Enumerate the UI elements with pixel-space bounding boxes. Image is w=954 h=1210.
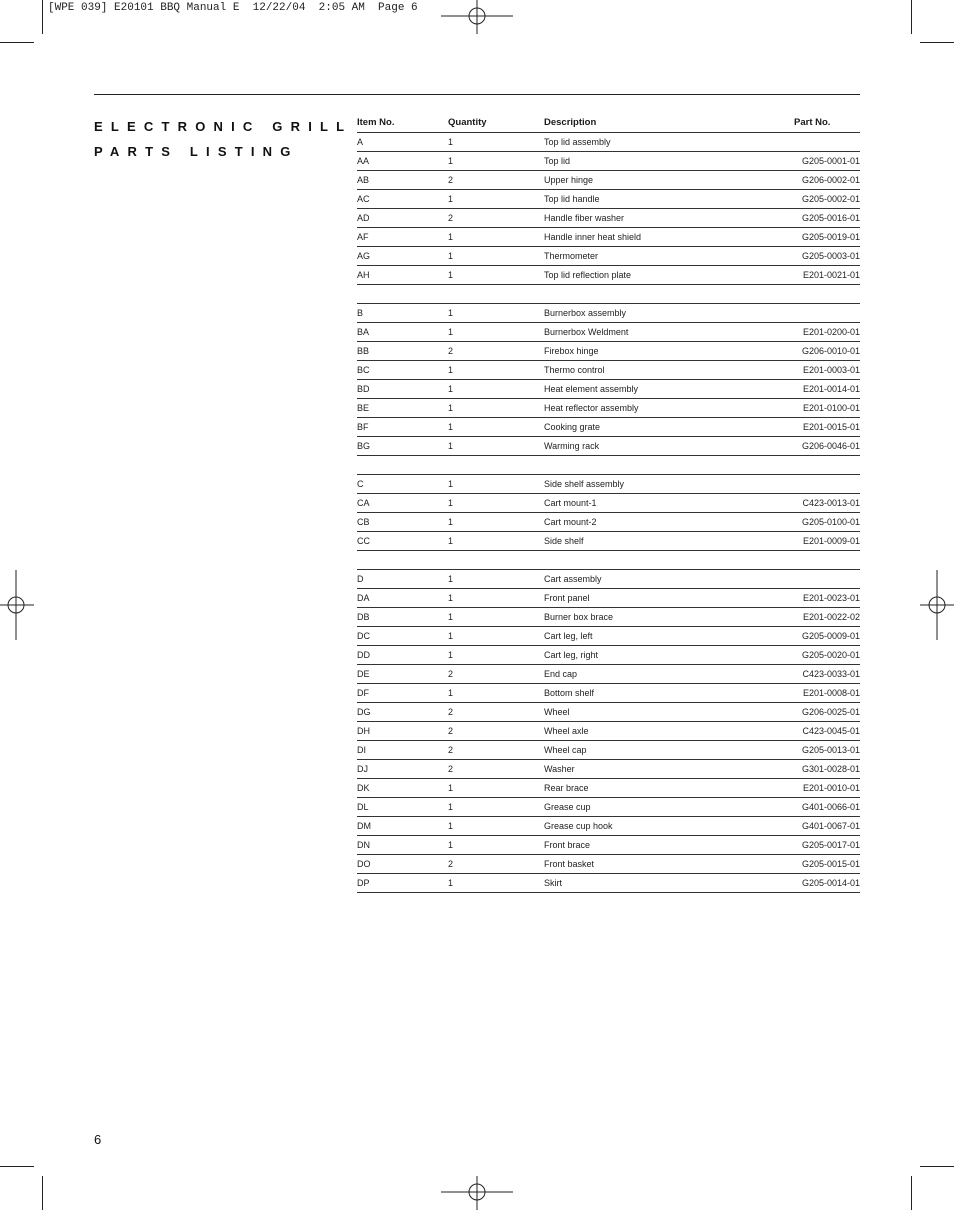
table-row	[357, 722, 860, 741]
description-cell: Burner box brace	[544, 612, 614, 622]
description-cell: Side shelf assembly	[544, 479, 625, 489]
item-no-cell: CC	[357, 536, 370, 546]
item-no-cell: BE	[357, 403, 370, 413]
table-row	[357, 247, 860, 266]
item-no-cell: AG	[357, 251, 371, 261]
description-cell: Front brace	[544, 840, 591, 850]
table-row	[357, 760, 860, 779]
table-row	[357, 798, 860, 817]
table-row	[357, 570, 860, 589]
item-no-cell: DF	[357, 688, 369, 698]
description-cell: Front basket	[544, 859, 595, 869]
table-row	[357, 171, 860, 190]
item-no-cell: BC	[357, 365, 370, 375]
table-row	[357, 855, 860, 874]
quantity-cell: 1	[448, 422, 454, 432]
description-cell: Skirt	[544, 878, 562, 888]
item-no-cell: BB	[357, 346, 370, 356]
part-no-cell: G205-0016-01	[801, 213, 860, 223]
quantity-cell: 1	[448, 878, 454, 888]
table-row	[357, 703, 860, 722]
description-cell: Warming rack	[544, 441, 600, 451]
section-heading	[94, 114, 352, 164]
quantity-cell: 1	[448, 327, 454, 337]
quantity-cell: 1	[448, 441, 454, 451]
part-no-cell: G401-0066-01	[801, 802, 860, 812]
description-cell: Front panel	[544, 593, 590, 603]
table-header	[357, 112, 860, 133]
quantity-cell: 1	[448, 536, 454, 546]
item-no-cell: C	[357, 479, 364, 489]
crop-mark	[920, 1166, 954, 1167]
quantity-cell: 1	[448, 251, 454, 261]
item-no-cell: DC	[357, 631, 370, 641]
group-separator	[357, 285, 860, 304]
heading-line-2: PARTS LISTING	[94, 144, 299, 159]
table-body	[357, 133, 860, 893]
quantity-cell: 1	[448, 308, 454, 318]
quantity-cell: 2	[448, 669, 454, 679]
part-no-cell: G205-0020-01	[801, 650, 860, 660]
description-cell: Washer	[544, 764, 575, 774]
table-row	[357, 646, 860, 665]
description-cell: Wheel cap	[544, 745, 587, 755]
description-cell: Upper hinge	[544, 175, 594, 185]
part-no-cell: E201-0010-01	[802, 783, 860, 793]
description-cell: Handle fiber washer	[544, 213, 625, 223]
description-cell: Cart leg, right	[544, 650, 599, 660]
table-row	[357, 608, 860, 627]
description-cell: Thermometer	[544, 251, 599, 261]
header-quantity: Quantity	[448, 116, 487, 128]
part-no-cell: G205-0017-01	[801, 840, 860, 850]
table-row	[357, 399, 860, 418]
table-row	[357, 323, 860, 342]
table-row	[357, 152, 860, 171]
registration-mark-left	[0, 570, 36, 642]
part-no-cell: G205-0014-01	[801, 878, 860, 888]
item-no-cell: DD	[357, 650, 370, 660]
description-cell: Top lid	[544, 156, 571, 166]
quantity-cell: 1	[448, 384, 454, 394]
item-no-cell: CB	[357, 517, 370, 527]
description-cell: Cart mount-2	[544, 517, 597, 527]
table-row	[357, 361, 860, 380]
quantity-cell: 1	[448, 479, 454, 489]
item-no-cell: DP	[357, 878, 370, 888]
table-row	[357, 874, 860, 893]
crop-mark	[911, 1176, 912, 1210]
table-row	[357, 266, 860, 285]
table-row	[357, 342, 860, 361]
item-no-cell: AD	[357, 213, 370, 223]
heading-line-1: ELECTRONIC GRILL	[94, 119, 353, 134]
description-cell: Heat reflector assembly	[544, 403, 639, 413]
item-no-cell: CA	[357, 498, 370, 508]
table-row	[357, 475, 860, 494]
item-no-cell: B	[357, 308, 364, 318]
part-no-cell: G205-0002-01	[801, 194, 860, 204]
item-no-cell: AH	[357, 270, 370, 280]
description-cell: Top lid handle	[544, 194, 600, 204]
quantity-cell: 1	[448, 688, 454, 698]
table-row	[357, 209, 860, 228]
item-no-cell: DJ	[357, 764, 368, 774]
table-row	[357, 627, 860, 646]
top-rule	[94, 94, 860, 95]
item-no-cell: A	[357, 137, 364, 147]
part-no-cell: G205-0015-01	[801, 859, 860, 869]
group-separator	[357, 551, 860, 570]
description-cell: Thermo control	[544, 365, 605, 375]
item-no-cell: DL	[357, 802, 369, 812]
table-row	[357, 133, 860, 152]
registration-mark-bottom	[441, 1174, 513, 1210]
item-no-cell: BF	[357, 422, 369, 432]
description-cell: Burnerbox assembly	[544, 308, 627, 318]
table-row	[357, 589, 860, 608]
item-no-cell: DO	[357, 859, 371, 869]
item-no-cell: D	[357, 574, 364, 584]
quantity-cell: 2	[448, 175, 454, 185]
crop-mark	[0, 1166, 34, 1167]
description-cell: Cart leg, left	[544, 631, 593, 641]
part-no-cell: G205-0009-01	[801, 631, 860, 641]
parts-table	[357, 112, 860, 893]
crop-mark	[42, 1176, 43, 1210]
part-no-cell: G205-0003-01	[801, 251, 860, 261]
part-no-cell: G205-0001-01	[801, 156, 860, 166]
part-no-cell: G206-0002-01	[801, 175, 860, 185]
quantity-cell: 2	[448, 707, 454, 717]
description-cell: Bottom shelf	[544, 688, 595, 698]
print-slug: [WPE 039] E20101 BBQ Manual E 12/22/04 2:05 AM Page 6	[48, 2, 418, 14]
registration-mark-top	[441, 0, 513, 36]
item-no-cell: DH	[357, 726, 370, 736]
item-no-cell: DK	[357, 783, 370, 793]
part-no-cell: G206-0010-01	[801, 346, 860, 356]
description-cell: Wheel axle	[544, 726, 589, 736]
group-separator	[357, 456, 860, 475]
part-no-cell: E201-0014-01	[802, 384, 860, 394]
part-no-cell: E201-0009-01	[802, 536, 860, 546]
item-no-cell: DM	[357, 821, 371, 831]
part-no-cell: E201-0021-01	[802, 270, 860, 280]
crop-mark	[0, 42, 34, 43]
part-no-cell: G206-0025-01	[801, 707, 860, 717]
quantity-cell: 2	[448, 346, 454, 356]
description-cell: End cap	[544, 669, 578, 679]
crop-mark	[911, 0, 912, 34]
description-cell: Top lid assembly	[544, 137, 611, 147]
table-row	[357, 741, 860, 760]
quantity-cell: 1	[448, 232, 454, 242]
quantity-cell: 1	[448, 365, 454, 375]
quantity-cell: 1	[448, 498, 454, 508]
quantity-cell: 1	[448, 156, 454, 166]
quantity-cell: 1	[448, 194, 454, 204]
description-cell: Rear brace	[544, 783, 589, 793]
quantity-cell: 1	[448, 270, 454, 280]
table-row	[357, 779, 860, 798]
part-no-cell: G301-0028-01	[801, 764, 860, 774]
table-row	[357, 380, 860, 399]
part-no-cell: E201-0015-01	[802, 422, 860, 432]
part-no-cell: E201-0022-02	[802, 612, 860, 622]
quantity-cell: 2	[448, 726, 454, 736]
description-cell: Handle inner heat shield	[544, 232, 642, 242]
quantity-cell: 1	[448, 517, 454, 527]
quantity-cell: 2	[448, 859, 454, 869]
item-no-cell: DG	[357, 707, 371, 717]
item-no-cell: DA	[357, 593, 370, 603]
quantity-cell: 1	[448, 821, 454, 831]
table-row	[357, 836, 860, 855]
quantity-cell: 1	[448, 137, 454, 147]
item-no-cell: DB	[357, 612, 370, 622]
quantity-cell: 1	[448, 840, 454, 850]
crop-mark	[42, 0, 43, 34]
table-row	[357, 190, 860, 209]
quantity-cell: 2	[448, 213, 454, 223]
description-cell: Burnerbox Weldment	[544, 327, 629, 337]
registration-mark-right	[918, 570, 954, 642]
item-no-cell: AA	[357, 156, 370, 166]
table-row	[357, 228, 860, 247]
table-row	[357, 684, 860, 703]
item-no-cell: AB	[357, 175, 370, 185]
item-no-cell: BA	[357, 327, 370, 337]
quantity-cell: 1	[448, 802, 454, 812]
description-cell: Cooking grate	[544, 422, 601, 432]
description-cell: Side shelf	[544, 536, 584, 546]
description-cell: Wheel	[544, 707, 570, 717]
table-row	[357, 817, 860, 836]
part-no-cell: E201-0003-01	[802, 365, 860, 375]
item-no-cell: DI	[357, 745, 366, 755]
quantity-cell: 1	[448, 783, 454, 793]
quantity-cell: 2	[448, 745, 454, 755]
page-number: 6	[94, 1132, 102, 1147]
quantity-cell: 1	[448, 574, 454, 584]
description-cell: Cart mount-1	[544, 498, 597, 508]
quantity-cell: 1	[448, 593, 454, 603]
crop-mark	[920, 42, 954, 43]
table-row	[357, 418, 860, 437]
item-no-cell: AF	[357, 232, 369, 242]
part-no-cell: G205-0100-01	[801, 517, 860, 527]
item-no-cell: AC	[357, 194, 370, 204]
quantity-cell: 1	[448, 631, 454, 641]
item-no-cell: DE	[357, 669, 370, 679]
header-part-no: Part No.	[794, 116, 831, 128]
quantity-cell: 1	[448, 403, 454, 413]
description-cell: Grease cup	[544, 802, 591, 812]
header-description: Description	[544, 116, 597, 128]
description-cell: Cart assembly	[544, 574, 602, 584]
part-no-cell: C423-0045-01	[802, 726, 860, 736]
part-no-cell: G206-0046-01	[801, 441, 860, 451]
part-no-cell: C423-0013-01	[802, 498, 860, 508]
description-cell: Grease cup hook	[544, 821, 613, 831]
table-row	[357, 513, 860, 532]
quantity-cell: 1	[448, 612, 454, 622]
header-item-no: Item No.	[357, 116, 395, 128]
part-no-cell: E201-0023-01	[802, 593, 860, 603]
item-no-cell: DN	[357, 840, 370, 850]
item-no-cell: BG	[357, 441, 371, 451]
description-cell: Firebox hinge	[544, 346, 599, 356]
quantity-cell: 1	[448, 650, 454, 660]
table-row	[357, 665, 860, 684]
part-no-cell: C423-0033-01	[802, 669, 860, 679]
item-no-cell: BD	[357, 384, 370, 394]
part-no-cell: G205-0019-01	[801, 232, 860, 242]
part-no-cell: E201-0008-01	[802, 688, 860, 698]
quantity-cell: 2	[448, 764, 454, 774]
table-row	[357, 437, 860, 456]
table-row	[357, 304, 860, 323]
part-no-cell: E201-0100-01	[802, 403, 860, 413]
description-cell: Top lid reflection plate	[544, 270, 632, 280]
description-cell: Heat element assembly	[544, 384, 639, 394]
part-no-cell: E201-0200-01	[802, 327, 860, 337]
part-no-cell: G205-0013-01	[801, 745, 860, 755]
part-no-cell: G401-0067-01	[801, 821, 860, 831]
table-row	[357, 494, 860, 513]
table-row	[357, 532, 860, 551]
